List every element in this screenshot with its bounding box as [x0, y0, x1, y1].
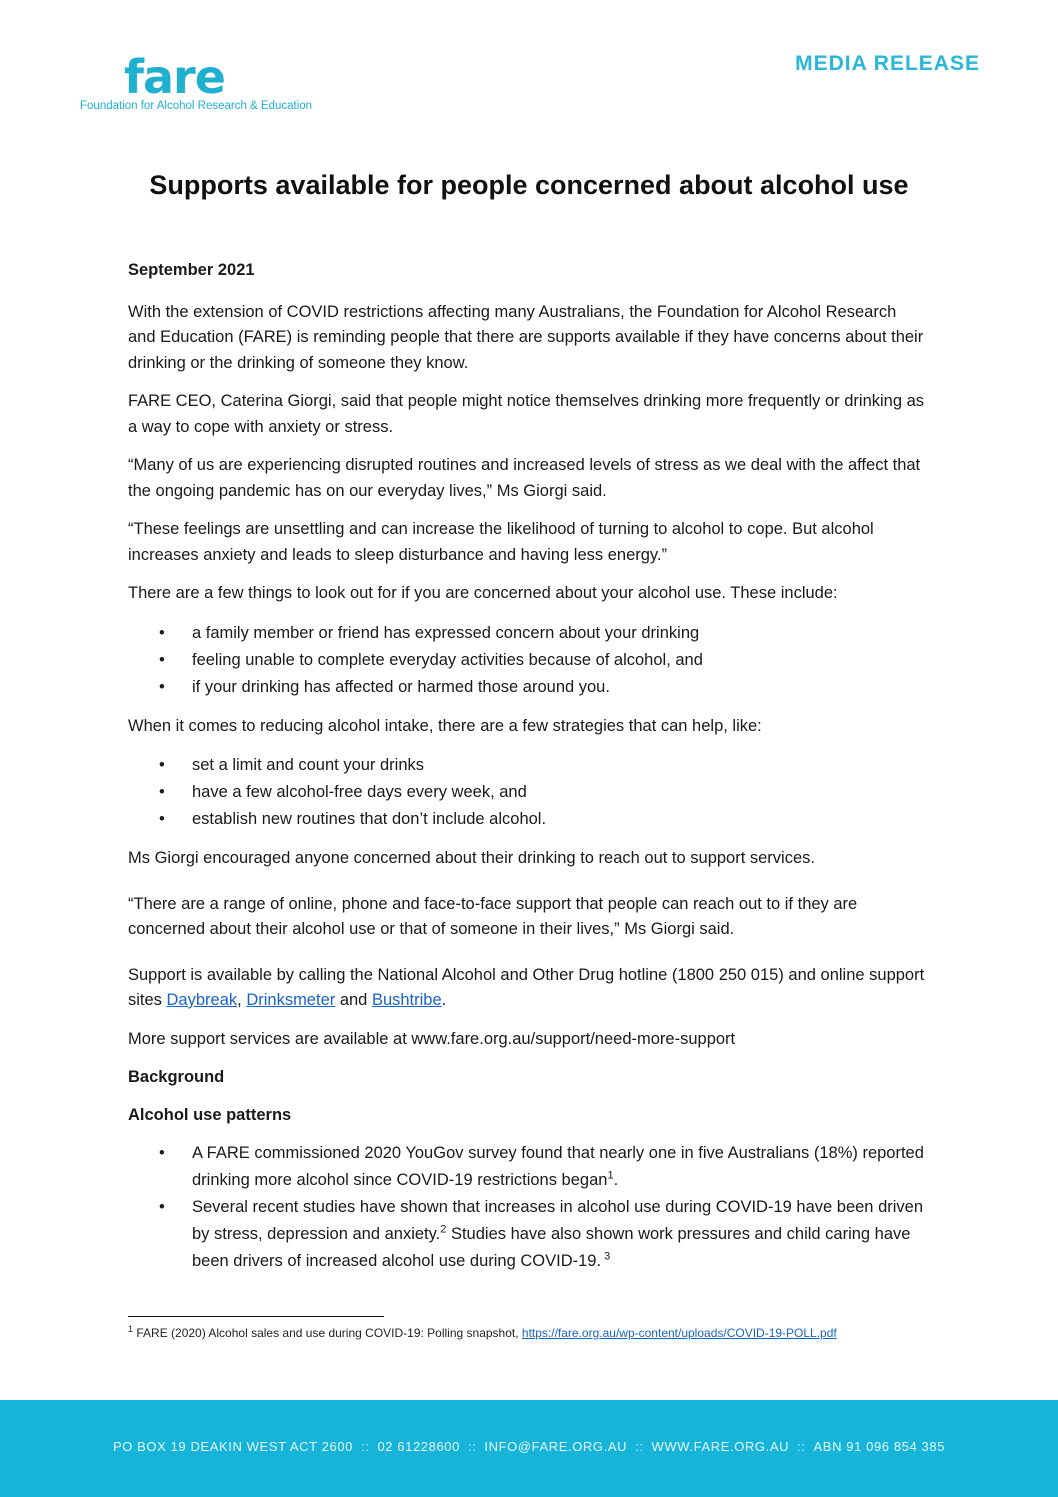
list-item: • establish new routines that don’t include alcohol.: [128, 806, 928, 833]
paragraph-look-out: There are a few things to look out for if you are concerned about your alcohol use. These include:: [128, 584, 838, 602]
list-item: • a family member or friend has expressed concern about your drinking: [128, 620, 928, 647]
logo-wordmark: fare: [124, 50, 225, 104]
heading-background: Background: [128, 1068, 225, 1086]
release-date: September 2021: [128, 261, 255, 279]
list-item: • if your drinking has affected or harmed those around you.: [128, 674, 928, 701]
list-item: • set a limit and count your drinks: [128, 752, 928, 779]
drinksmeter-link[interactable]: Drinksmeter: [246, 991, 336, 1009]
daybreak-link[interactable]: Daybreak: [166, 991, 238, 1009]
footer-email[interactable]: INFO@FARE.ORG.AU: [484, 1439, 628, 1454]
footer-bar: [0, 1400, 1058, 1497]
paragraph-support: Support is available by calling the National Alcohol and Other Drug hotline (1800 250 015) and online support sites Daybreak, Drinksmeter and Bushtribe.: [128, 965, 925, 1009]
bushtribe-link[interactable]: Bushtribe: [371, 991, 442, 1009]
paragraph-intro: With the extension of COVID restrictions affecting many Australians, the Foundation for Alcohol Research and Education (FARE) is reminding people that there are supports available if they have concerns about their drinking or the drinking of someone they know.: [128, 302, 924, 372]
footer-contact: PO BOX 19 DEAKIN WEST ACT 2600 :: 02 61228600 :: INFO@FARE.ORG.AU :: WWW.FARE.ORG.AU :: ABN 91 096 854 385: [112, 1439, 946, 1454]
footnote-link[interactable]: https://fare.org.au/wp-content/uploads/COVID-19-POLL.pdf: [521, 1326, 837, 1340]
list-item: • A FARE commissioned 2020 YouGov survey found that nearly one in five Australians (18%) reported drinking more alcohol since COVID-19 restrictions began$^1$.: [128, 1140, 928, 1194]
concerns-list: [128, 620, 928, 701]
strategies-list: [128, 752, 928, 833]
footer-address: PO BOX 19 DEAKIN WEST ACT 2600: [112, 1439, 353, 1454]
footer-phone: 02 61228600: [377, 1439, 460, 1454]
paragraph-strategies: When it comes to reducing alcohol intake, there are a few strategies that can help, like:: [128, 716, 762, 735]
logo-subtitle: Foundation for Alcohol Research & Education: [80, 100, 313, 112]
paragraph-encourage: Ms Giorgi encouraged anyone concerned about their drinking to reach out to support services.: [128, 849, 815, 867]
paragraph-quote-2: “These feelings are unsettling and can increase the likelihood of turning to alcohol to cope. But alcohol increases anxiety and leads to sleep disturbance and having less energy.”: [128, 520, 874, 564]
page-title: Supports available for people concerned about alcohol use: [149, 170, 909, 200]
heading-alcohol-use-patterns: Alcohol use patterns: [128, 1105, 292, 1124]
media-release-label: MEDIA RELEASE: [795, 52, 980, 75]
footnote: $^1$ FARE (2020) Alcohol sales and use during COVID-19: Polling snapshot, https://fare.org.au/wp-content/uploads/COVID-19-POLL.pdf: [128, 1324, 837, 1340]
paragraph-quote-3: “There are a range of online, phone and face-to-face support that people can reach out to if they are concerned about their alcohol use or that of someone in their lives,” Ms Giorgi said.: [128, 894, 858, 938]
paragraph-quote-1: “Many of us are experiencing disrupted routines and increased levels of stress as we deal with the affect that the ongoing pandemic has on our everyday lives,” Ms Giorgi said.: [128, 456, 921, 500]
footer-website[interactable]: WWW.FARE.ORG.AU: [651, 1439, 790, 1454]
fare-logo: [80, 50, 313, 118]
paragraph-ceo: FARE CEO, Caterina Giorgi, said that people might notice themselves drinking more frequently or drinking as a way to cope with anxiety or stress.: [128, 392, 925, 436]
footer-abn: ABN 91 096 854 385: [813, 1439, 946, 1454]
footnote-ref: 2: [440, 1223, 447, 1236]
footnote-divider: [128, 1316, 384, 1317]
list-item: • have a few alcohol-free days every week, and: [128, 779, 928, 806]
article-body: [128, 258, 928, 1288]
list-item: • Several recent studies have shown that increases in alcohol use during COVID-19 have been driven by stress, depression and anxiety.$^2$ Studies have also shown work pressures and child caring have been drivers of increased alcohol use during COVID-19. $^3$: [128, 1194, 928, 1275]
list-item: • feeling unable to complete everyday activities because of alcohol, and: [128, 647, 928, 674]
background-list: [128, 1140, 928, 1275]
footnote-ref: 1: [607, 1169, 614, 1182]
paragraph-more-support: More support services are available at www.fare.org.au/support/need-more-support: [128, 1029, 736, 1048]
footnote-ref: 3: [601, 1250, 611, 1263]
